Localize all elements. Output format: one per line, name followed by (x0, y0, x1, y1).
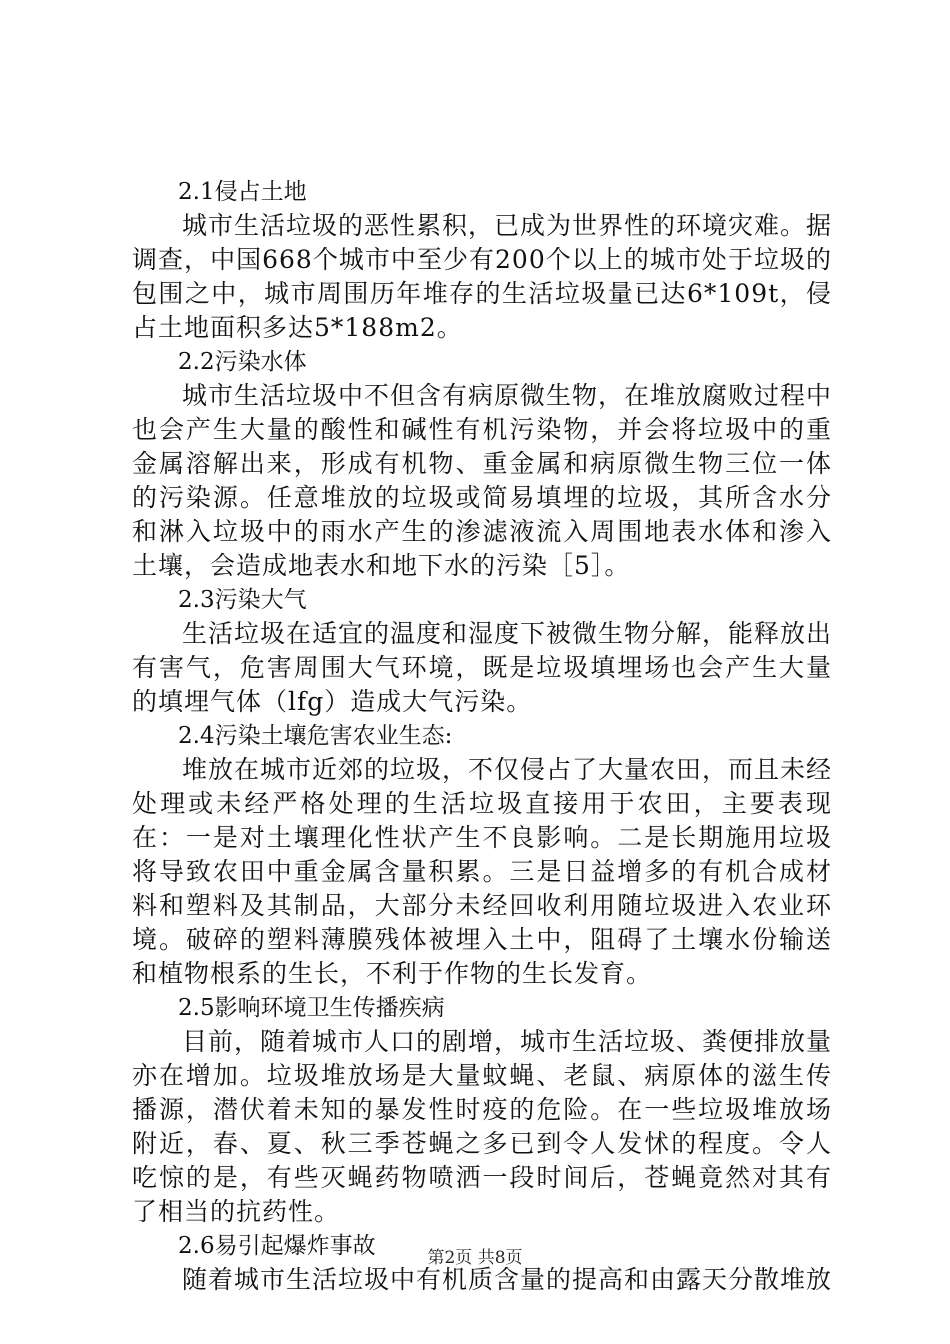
document-body (132, 175, 832, 1297)
section-paragraph-2-6: 随着城市生活垃圾中有机质含量的提高和由露天分散堆放 (182, 1265, 833, 1294)
section-paragraph-2-5: 目前，随着城市人口的剧增，城市生活垃圾、粪便排放量亦在增加。垃圾堆放场是大量蚊蝇、老鼠、病原体的滋生传播源，潜伏着未知的暴发性时疫的危险。在一些垃圾堆放场附近，春、夏、秋三季苍蝇之多已到令人发怵的程度。令人吃惊的是，有些灭蝇药物喷洒一段时间后，苍蝇竟然对其有了相当的抗药性。 (132, 1027, 833, 1226)
section-paragraph-2-2: 城市生活垃圾中不但含有病原微生物，在堆放腐败过程中也会产生大量的酸性和碱性有机污染物，并会将垃圾中的重金属溶解出来，形成有机物、重金属和病原微生物三位一体的污染源。任意堆放的垃圾或简易填埋的垃圾，其所含水分和淋入垃圾中的雨水产生的渗滤液流入周围地表水体和渗入土壤，会造成地表水和地下水的污染［5］。 (132, 381, 833, 580)
section-heading-2-2: 2.2污染水体 (178, 349, 307, 375)
section-heading-2-4: 2.4污染土壤危害农业生态: (178, 723, 453, 749)
section-heading-2-6: 2.6易引起爆炸事故 (178, 1233, 376, 1259)
section-paragraph-2-3: 生活垃圾在适宜的温度和湿度下被微生物分解，能释放出有害气，危害周围大气环境，既是垃圾填埋场也会产生大量的填埋气体（lfg）造成大气污染。 (132, 619, 833, 716)
section-paragraph-2-1: 城市生活垃圾的恶性累积，已成为世界性的环境灾难。据调查，中国668个城市中至少有200个以上的城市处于垃圾的包围之中，城市周围历年堆存的生活垃圾量已达6*109t，侵占土地面积多达5*188m2。 (132, 211, 833, 342)
page-number-footer: 第2页 共8页 (427, 1248, 523, 1268)
section-heading-2-1: 2.1侵占土地 (178, 179, 307, 205)
section-heading-2-3: 2.3污染大气 (178, 587, 307, 613)
section-heading-2-5: 2.5影响环境卫生传播疾病 (178, 995, 445, 1021)
section-paragraph-2-4: 堆放在城市近郊的垃圾，不仅侵占了大量农田，而且未经处理或未经严格处理的生活垃圾直接用于农田，主要表现在：一是对土壤理化性状产生不良影响。二是长期施用垃圾将导致农田中重金属含量积累。三是日益增多的有机合成材料和塑料及其制品，大部分未经回收利用随垃圾进入农业环境。破碎的塑料薄膜残体被埋入土中，阻碍了土壤水份输送和植物根系的生长，不利于作物的生长发育。 (132, 755, 833, 988)
